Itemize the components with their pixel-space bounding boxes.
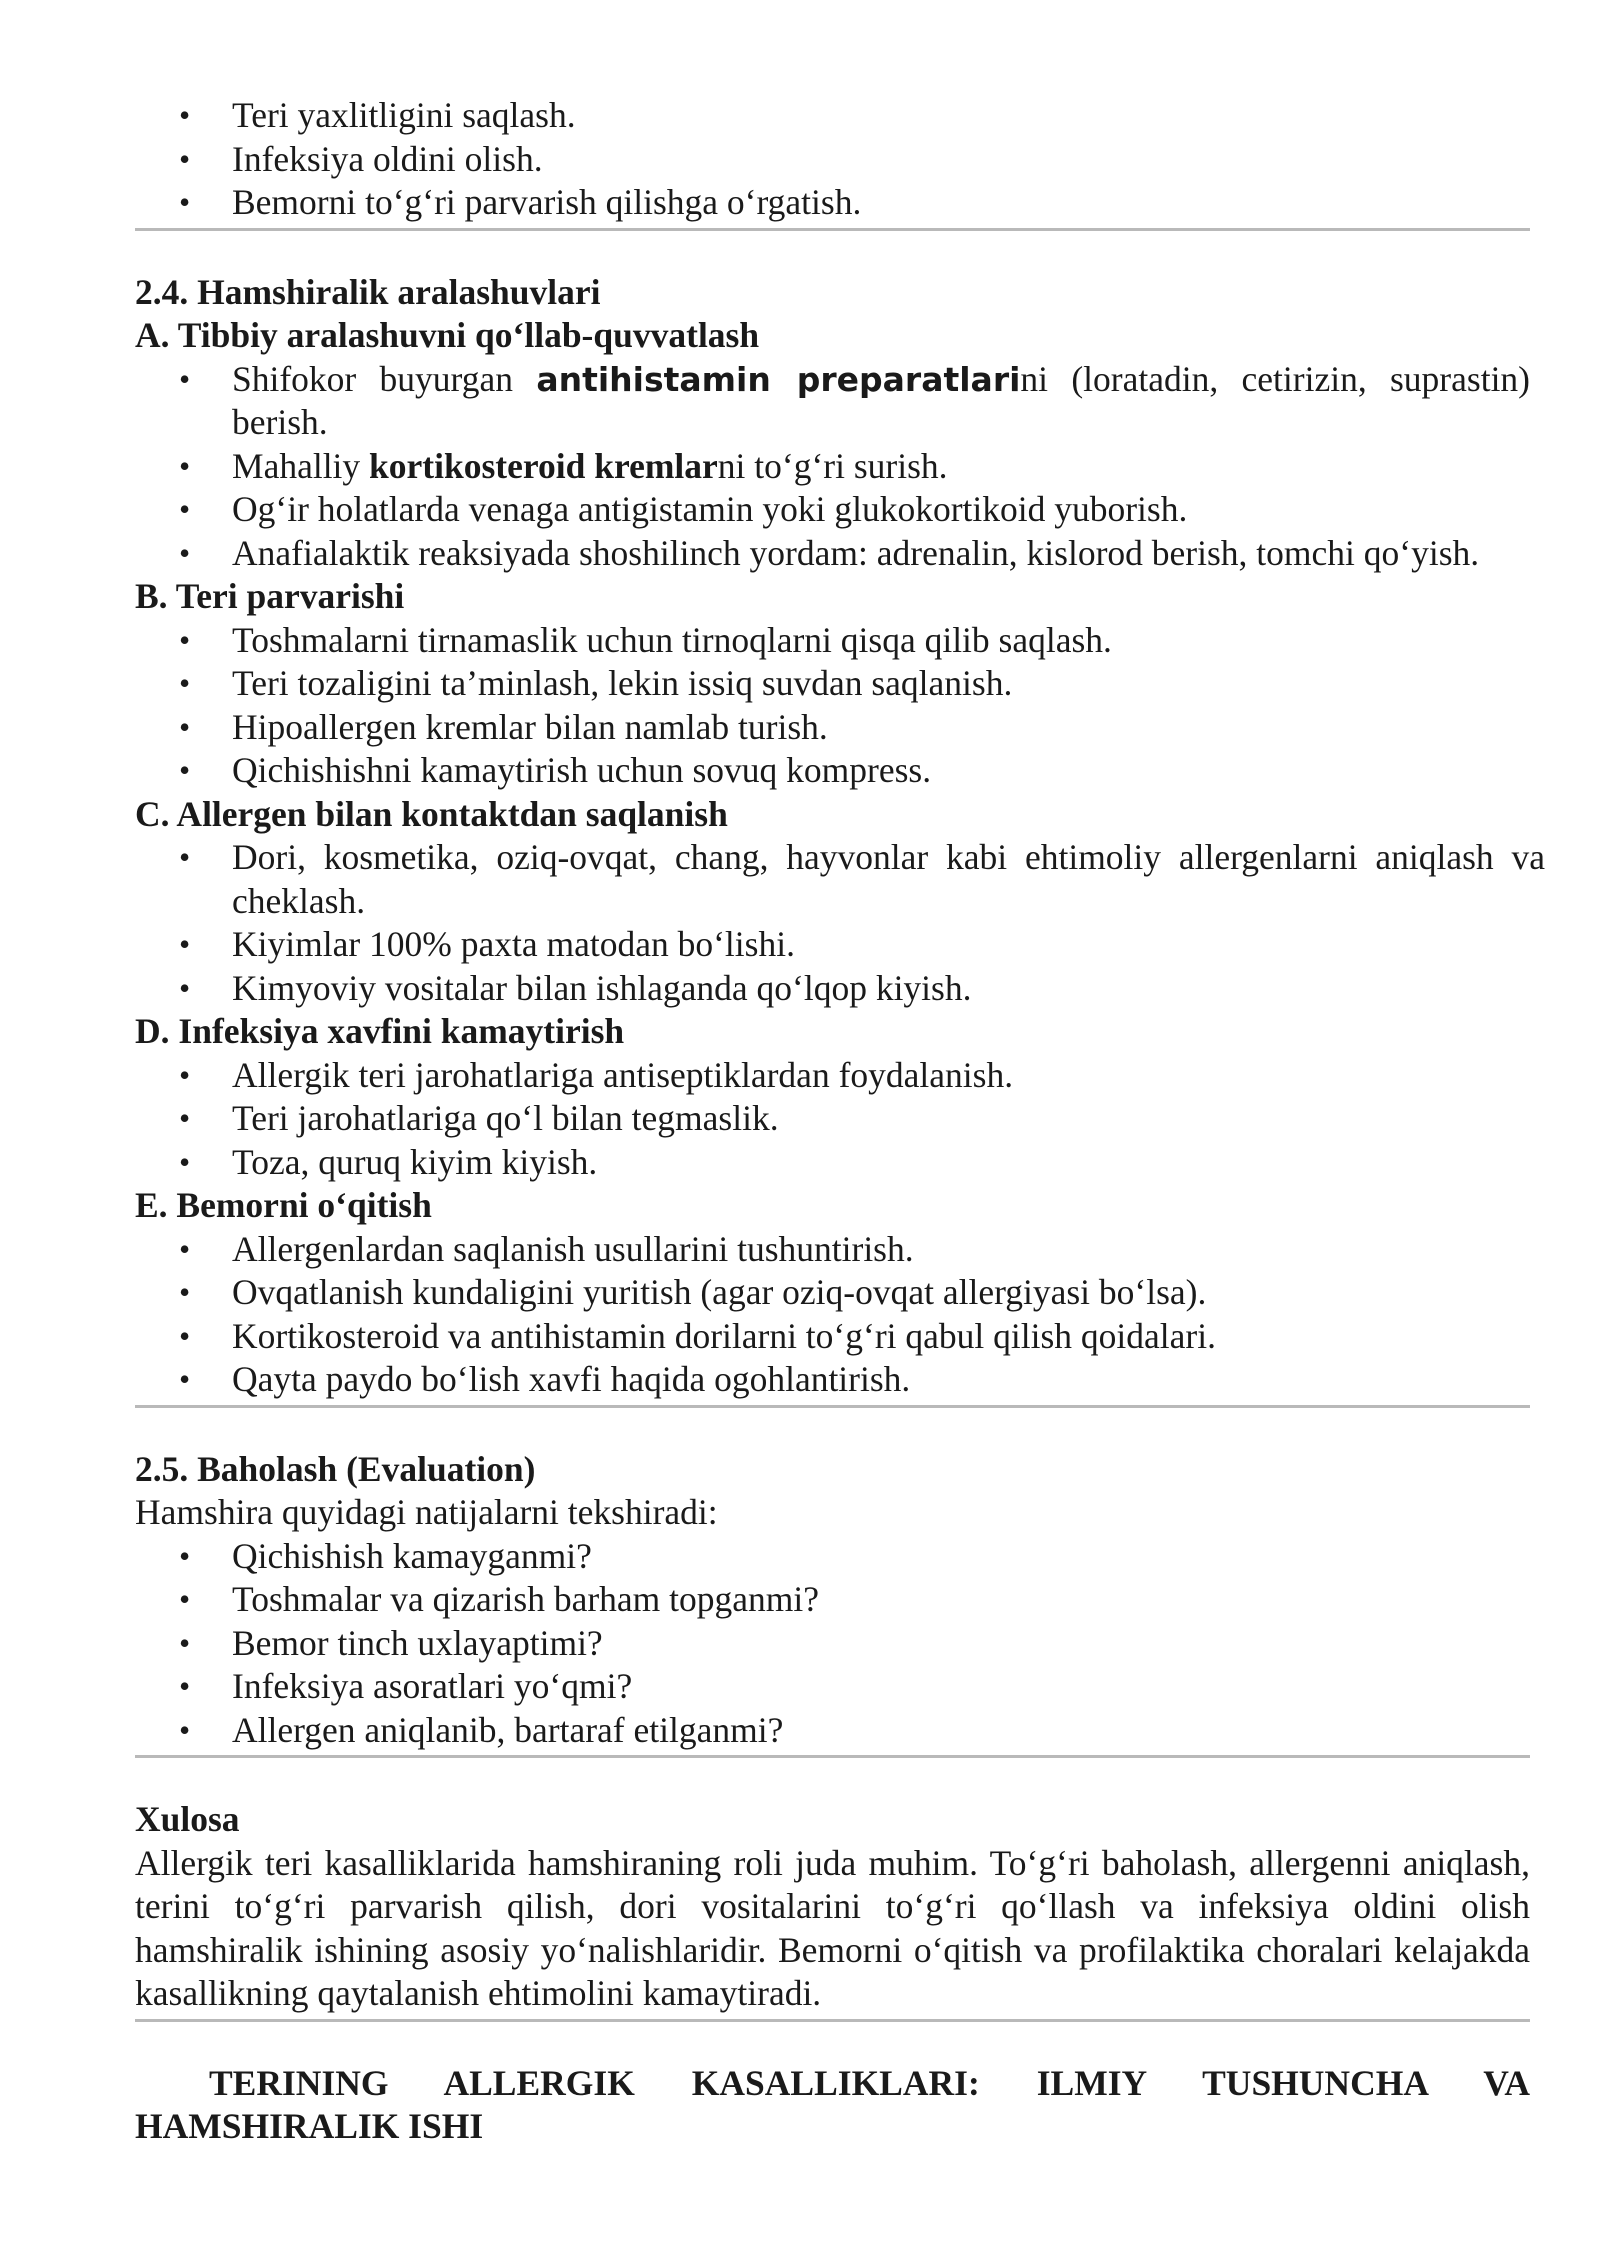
- title-line: TERINING ALLERGIK KASALLIKLARI: ILMIY TUSHUNCHA VA: [209, 2062, 1530, 2103]
- list-item: • Toza, quruq kiyim kiyish.: [135, 1141, 1530, 1185]
- list-item: • Hipoallergen kremlar bilan namlab turish.: [135, 706, 1530, 750]
- section-heading: 2.5. Baholash (Evaluation): [135, 1448, 536, 1489]
- list-item: • Teri jarohatlariga qo‘l bilan tegmaslik.: [135, 1097, 1530, 1141]
- document-title: [135, 2062, 1530, 2149]
- conclusion-paragraph: Allergik teri kasalliklarida hamshiraning roli juda muhim. To‘g‘ri baholash, allergenni aniqlash, terini to‘g‘ri parvarish qilish, dori vositalarini to‘g‘ri qo‘llash va infeksiya oldini olish hamshiralik ishining asosiy yo‘nalishlaridir. Bemorni o‘qitish va profilaktika choralari kelajakda kasallikning qaytalanish ehtimolini kamaytiradi.: [135, 1842, 1530, 2013]
- list-item: • Qichishish kamayganmi?: [135, 1535, 1530, 1579]
- list-item: • Teri yaxlitligini saqlash.: [135, 94, 1530, 138]
- list-item: • Allergenlardan saqlanish usullarini tushuntirish.: [135, 1228, 1530, 1272]
- subsection-heading: D. Infeksiya xavfini kamaytirish: [135, 1011, 625, 1051]
- list-item: • Bemor tinch uxlayaptimi?: [135, 1622, 1530, 1666]
- divider: [135, 1755, 1530, 1758]
- interventions-e-list: [135, 1228, 1530, 1402]
- list-item: • Kiyimlar 100% paxta matodan bo‘lishi.: [135, 923, 1530, 967]
- list-item: • Teri tozaligini ta’minlash, lekin issiq suvdan saqlanish.: [135, 662, 1530, 706]
- divider: [135, 1405, 1530, 1408]
- paragraph: Hamshira quyidagi natijalarni tekshiradi:: [135, 1492, 718, 1532]
- list-item: • Kimyoviy vositalar bilan ishlaganda qo‘lqop kiyish.: [135, 967, 1530, 1011]
- bold-term: antihistamin preparatlari: [536, 359, 1021, 399]
- evaluation-list: [135, 1535, 1530, 1753]
- interventions-b-list: [135, 619, 1530, 793]
- subsection-heading: A. Tibbiy aralashuvni qo‘llab-quvvatlash: [135, 315, 760, 355]
- interventions-a-list: [135, 358, 1530, 576]
- list-item: • Qichishishni kamaytirish uchun sovuq kompress.: [135, 749, 1530, 793]
- interventions-c-list: [135, 836, 1545, 1010]
- subsection-heading: B. Teri parvarishi: [135, 576, 405, 616]
- subsection-heading: C. Allergen bilan kontaktdan saqlanish: [135, 793, 728, 834]
- list-item: • Allergen aniqlanib, bartaraf etilganmi?: [135, 1709, 1530, 1753]
- list-item: • Infeksiya asoratlari yo‘qmi?: [135, 1665, 1530, 1709]
- list-item: • Dori, kosmetika, oziq-ovqat, chang, hayvonlar kabi ehtimoliy allergenlarni aniqlash va cheklash.: [135, 836, 1545, 923]
- list-item: • Shifokor buyurgan antihistamin preparatlarini (loratadin, cetirizin, suprastin) berish.: [135, 358, 1530, 445]
- list-item: • Kortikosteroid va antihistamin dorilarni to‘g‘ri qabul qilish qoidalari.: [135, 1315, 1530, 1359]
- divider: [135, 2019, 1530, 2022]
- interventions-d-list: [135, 1054, 1530, 1185]
- list-item: • Bemorni to‘g‘ri parvarish qilishga o‘rgatish.: [135, 181, 1530, 225]
- list-item: • Og‘ir holatlarda venaga antigistamin yoki glukokortikoid yuborish.: [135, 488, 1530, 532]
- goals-list: [135, 94, 1530, 225]
- list-item: • Ovqatlanish kundaligini yuritish (agar oziq-ovqat allergiyasi bo‘lsa).: [135, 1271, 1530, 1315]
- list-item: • Infeksiya oldini olish.: [135, 138, 1530, 182]
- divider: [135, 228, 1530, 231]
- section-heading: Xulosa: [135, 1799, 240, 1839]
- list-item: • Toshmalarni tirnamaslik uchun tirnoqlarni qisqa qilib saqlash.: [135, 619, 1530, 663]
- list-item: • Anafialaktik reaksiyada shoshilinch yordam: adrenalin, kislorod berish, tomchi qo‘yish.: [135, 532, 1530, 576]
- list-item: • Mahalliy kortikosteroid kremlarni to‘g‘ri surish.: [135, 445, 1530, 489]
- subsection-heading: E. Bemorni o‘qitish: [135, 1185, 432, 1225]
- section-heading: 2.4. Hamshiralik aralashuvlari: [135, 271, 601, 312]
- document-page: [135, 94, 1545, 2149]
- list-item: • Allergik teri jarohatlariga antiseptiklardan foydalanish.: [135, 1054, 1530, 1098]
- list-item: • Qayta paydo bo‘lish xavfi haqida ogohlantirish.: [135, 1358, 1530, 1402]
- title-line: HAMSHIRALIK ISHI: [135, 2106, 484, 2146]
- list-item: • Toshmalar va qizarish barham topganmi?: [135, 1578, 1530, 1622]
- bold-term: kortikosteroid kremlar: [369, 445, 718, 486]
